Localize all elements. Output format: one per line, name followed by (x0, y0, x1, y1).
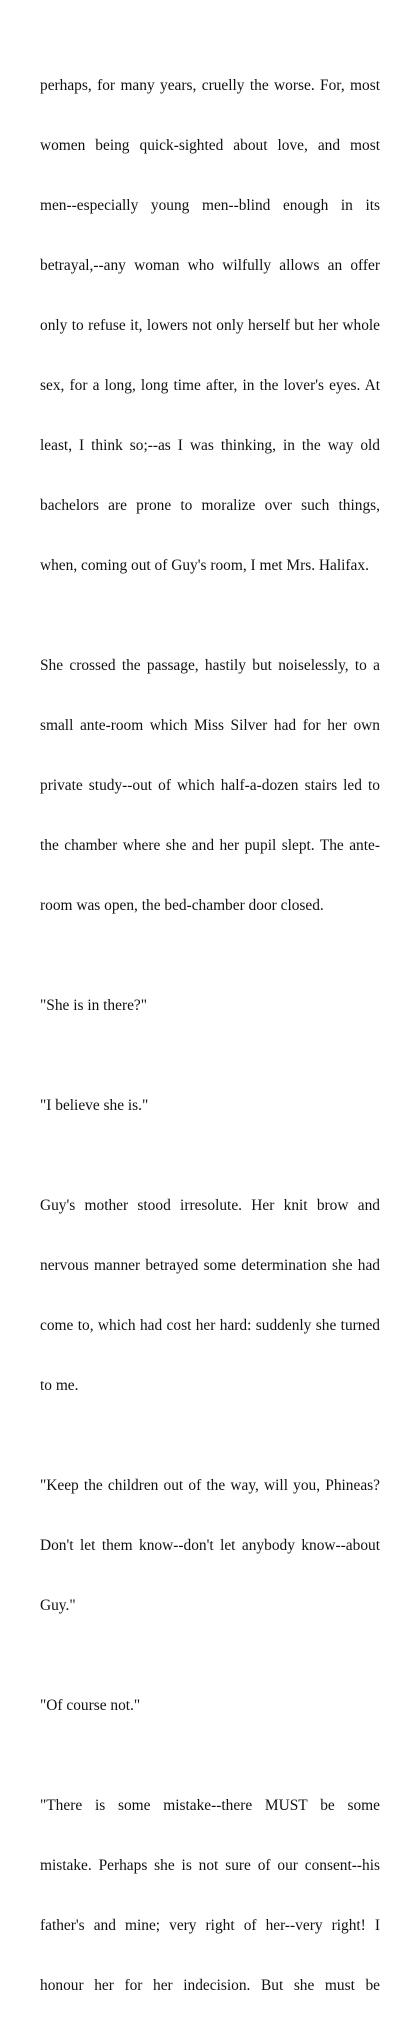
text-line: private study--out of which half-a-dozen stairs led to (40, 777, 380, 794)
book-page (40, 36, 380, 2036)
text-line: honour her for her indecision. But she must be (40, 1977, 380, 1994)
paragraph-dialogue-question (40, 956, 380, 1056)
text-line: She crossed the passage, hastily but noiselessly, to a (40, 657, 380, 674)
text-line: Don't let them know--don't let anybody know--about (40, 1537, 380, 1554)
text-line: bachelors are prone to moralize over such things, (40, 497, 380, 514)
text-line: Guy." (40, 1597, 76, 1614)
text-line: "There is some mistake--there MUST be some (40, 1797, 380, 1814)
text-line: father's and mine; very right of her--very right! I (40, 1917, 380, 1934)
paragraph-mistake (40, 1756, 380, 2036)
text-line: sex, for a long, long time after, in the lover's eyes. At (40, 377, 380, 394)
paragraph-reflection (40, 36, 380, 616)
text-line: "I believe she is." (40, 1097, 149, 1114)
text-line: "Keep the children out of the way, will you, Phineas? (40, 1477, 380, 1494)
text-line: "Of course not." (40, 1697, 141, 1714)
paragraph-passage (40, 616, 380, 956)
text-line: women being quick-sighted about love, and most (40, 137, 380, 154)
text-line: Guy's mother stood irresolute. Her knit brow and (40, 1197, 380, 1214)
text-line: room was open, the bed-chamber door closed. (40, 897, 324, 914)
paragraph-dialogue-answer (40, 1056, 380, 1156)
text-line: men--especially young men--blind enough in its (40, 197, 380, 214)
text-line: come to, which had cost her hard: suddenly she turned (40, 1317, 380, 1334)
text-line: small ante-room which Miss Silver had for her own (40, 717, 380, 734)
text-line: nervous manner betrayed some determination she had (40, 1257, 380, 1274)
text-line: "She is in there?" (40, 997, 148, 1014)
text-line: to me. (40, 1377, 79, 1394)
text-line: perhaps, for many years, cruelly the worse. For, most (40, 77, 380, 94)
text-line: when, coming out of Guy's room, I met Mrs. Halifax. (40, 557, 369, 574)
text-line: only to refuse it, lowers not only herself but her whole (40, 317, 380, 334)
paragraph-mother (40, 1156, 380, 1436)
text-line: least, I think so;--as I was thinking, in the way old (40, 437, 380, 454)
text-line: the chamber where she and her pupil slept. The ante- (40, 837, 380, 854)
text-line: betrayal,--any woman who wilfully allows an offer (40, 257, 380, 274)
text-line: mistake. Perhaps she is not sure of our consent--his (40, 1857, 380, 1874)
paragraph-request (40, 1436, 380, 1656)
paragraph-reply (40, 1656, 380, 1756)
